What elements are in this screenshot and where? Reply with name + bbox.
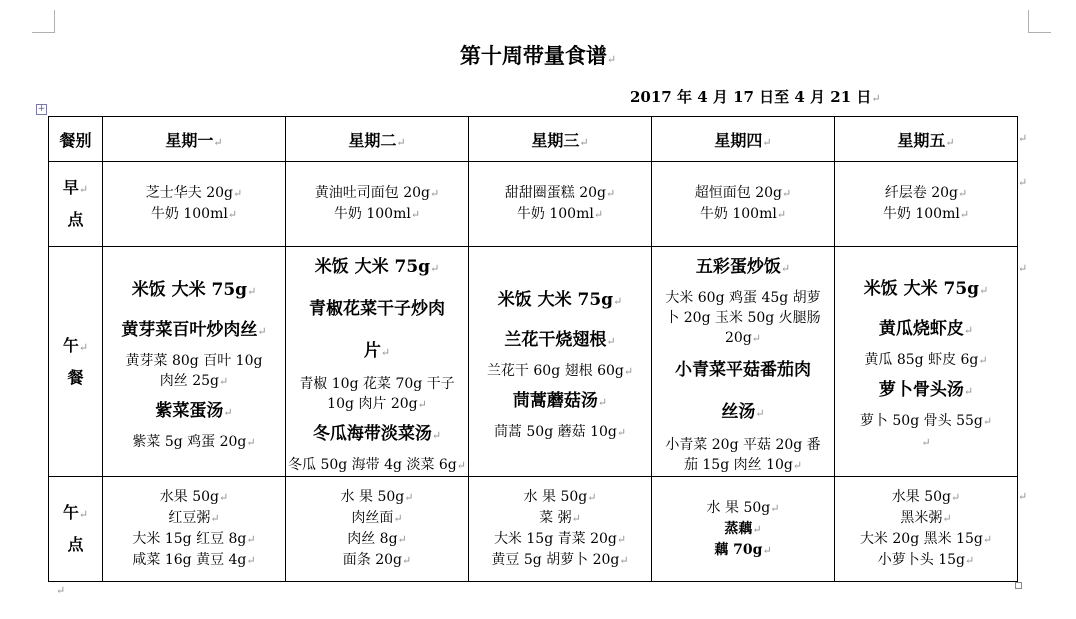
- snack-label: 午↵ 点: [49, 477, 103, 582]
- snack-wed: 水 果 50g↵ 菜 粥↵ 大米 15g 青菜 20g↵ 黄豆 5g 胡萝卜 20g↵: [469, 477, 652, 582]
- breakfast-tue: 黄油吐司面包 20g↵ 牛奶 100ml↵: [286, 162, 469, 247]
- lunch-fri: 米饭 大米 75g↵ 黄瓜烧虾皮↵ 黄瓜 85g 虾皮 6g↵ 萝卜骨头汤↵ 萝卜 50g 骨头 55g↵ ↵: [835, 247, 1018, 477]
- breakfast-row: [49, 162, 1018, 247]
- lunch-mon-main-dish: 黄芽菜百叶炒肉丝↵: [121, 319, 267, 340]
- crop-mark-top-left: [32, 10, 55, 33]
- lunch-wed-soup: 茼蒿蘑菇汤↵: [512, 390, 608, 411]
- meal-label-header: 餐别: [49, 117, 103, 162]
- snack-mon: 水果 50g↵ 红豆粥↵ 大米 15g 红豆 8g↵ 咸菜 16g 黄豆 4g↵: [103, 477, 286, 582]
- lunch-thu-main-dish: 五彩蛋炒饭↵: [695, 256, 791, 277]
- breakfast-mon: 芝士华夫 20g↵ 牛奶 100ml↵: [103, 162, 286, 247]
- crop-mark-top-right: [1028, 10, 1051, 33]
- lunch-fri-main-dish: 黄瓜烧虾皮↵: [878, 319, 974, 339]
- menu-table: [48, 116, 1018, 582]
- lunch-tue-rice: 米饭 大米 75g↵: [314, 256, 440, 277]
- lunch-mon-rice: 米饭 大米 75g↵: [131, 279, 257, 300]
- row-end-mark: ↵: [1018, 262, 1028, 275]
- lunch-thu: [652, 247, 835, 477]
- header-row: [49, 117, 1018, 162]
- table-move-handle-icon[interactable]: +: [37, 104, 46, 114]
- snack-thu: 水 果 50g↵ 蒸藕↵ 藕 70g↵: [652, 477, 835, 582]
- lunch-row: [49, 247, 1018, 477]
- document-end-mark: ↵: [56, 584, 66, 597]
- day-header-mon: 星期一↵: [103, 117, 286, 162]
- lunch-thu-soup: 小青菜平菇番茄肉 丝汤↵: [675, 359, 811, 422]
- day-header-wed: 星期三↵: [469, 117, 652, 162]
- breakfast-wed: 甜甜圈蛋糕 20g↵ 牛奶 100ml↵: [469, 162, 652, 247]
- lunch-tue-soup: 冬瓜海带淡菜汤↵: [312, 423, 442, 444]
- lunch-wed-rice: 米饭 大米 75g↵: [497, 289, 623, 310]
- lunch-fri-soup-ingredients: 萝卜 50g 骨头 55g↵: [859, 413, 993, 429]
- lunch-tue-soup-ingredients: 冬瓜 50g 海带 4g 淡菜 6g↵: [288, 456, 466, 473]
- row-end-mark: ↵: [1018, 490, 1028, 503]
- table-resize-handle[interactable]: [1015, 582, 1022, 589]
- lunch-thu-main-ingredients: 大米 60g 鸡蛋 45g 胡萝 卜 20g 玉米 50g 火腿肠 20g↵: [665, 289, 821, 346]
- day-header-fri: 星期五↵: [835, 117, 1018, 162]
- lunch-tue-main-dish: 青椒花菜干子炒肉 片↵: [309, 298, 445, 361]
- lunch-mon-soup: 紫菜蛋汤↵: [155, 400, 233, 421]
- lunch-tue-main-ingredients: 青椒 10g 花菜 70g 干子 10g 肉片 20g↵: [299, 375, 455, 412]
- lunch-wed-soup-ingredients: 茼蒿 50g 蘑菇 10g↵: [493, 423, 627, 440]
- snack-fri: 水果 50g↵ 黑米粥↵ 大米 20g 黑米 15g↵ 小萝卜头 15g↵: [835, 477, 1018, 582]
- row-end-mark: ↵: [1018, 176, 1028, 189]
- lunch-wed-main-ingredients: 兰花干 60g 翅根 60g↵: [486, 362, 634, 379]
- lunch-fri-soup: 萝卜骨头汤↵: [878, 380, 974, 400]
- snack-row: [49, 477, 1018, 582]
- lunch-label: 午↵ 餐: [49, 247, 103, 477]
- day-header-thu: 星期四↵: [652, 117, 835, 162]
- breakfast-fri: 纤层卷 20g↵ 牛奶 100ml↵: [835, 162, 1018, 247]
- date-range: 2017 年 4 月 17 日至 4 月 21 日↵: [630, 88, 881, 106]
- snack-tue: 水 果 50g↵ 肉丝面↵ 肉丝 8g↵ 面条 20g↵: [286, 477, 469, 582]
- document-title: 第十周带量食谱↵: [459, 43, 617, 68]
- lunch-wed: [469, 247, 652, 477]
- lunch-fri-main-ingredients: 黄瓜 85g 虾皮 6g↵: [864, 352, 988, 368]
- lunch-fri-rice: 米饭 大米 75g↵: [863, 279, 989, 299]
- breakfast-label: 早↵ 点: [49, 162, 103, 247]
- row-end-mark: ↵: [1018, 132, 1028, 145]
- lunch-tue: [286, 247, 469, 477]
- day-header-tue: 星期二↵: [286, 117, 469, 162]
- breakfast-thu: 超恒面包 20g↵ 牛奶 100ml↵: [652, 162, 835, 247]
- lunch-mon-main-ingredients: 黄芽菜 80g 百叶 10g 肉丝 25g↵: [125, 352, 263, 389]
- lunch-mon: [103, 247, 286, 477]
- lunch-thu-soup-ingredients: 小青菜 20g 平菇 20g 番 茄 15g 肉丝 10g↵: [665, 436, 821, 473]
- lunch-wed-main-dish: 兰花干烧翅根↵: [504, 329, 616, 350]
- lunch-mon-soup-ingredients: 紫菜 5g 鸡蛋 20g↵: [132, 433, 256, 450]
